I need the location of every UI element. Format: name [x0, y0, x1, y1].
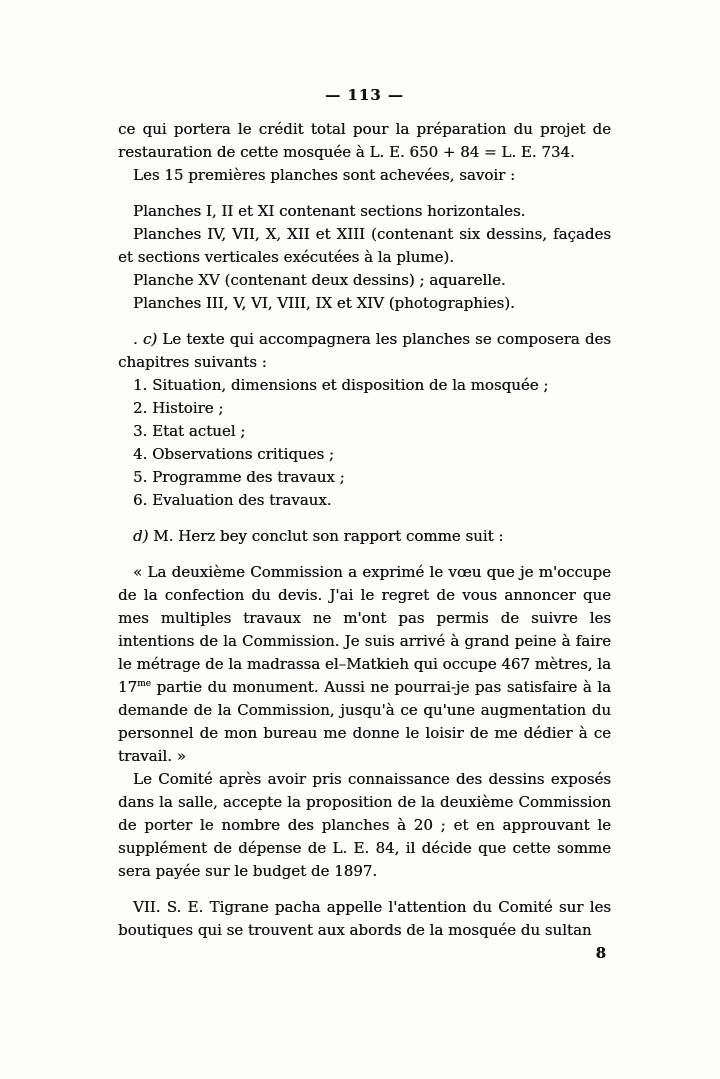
quote-superscript: me: [137, 679, 151, 689]
planches-item-3: Planche XV (contenant deux dessins) ; aquarelle.: [133, 271, 506, 289]
planches-item-1: Planches I, II et XI contenant sections horizontales.: [133, 202, 526, 220]
quote-part2: partie du monument. Aussi ne pourrai-je pas satisfaire à la demande de la Commission, jusqu'à ce qu'une augmentation du personnel de mon bureau me donne le loisir de me dédier à ce travail. »: [118, 678, 611, 765]
signature-mark: 8: [595, 944, 606, 962]
spacer: [118, 548, 611, 561]
paragraph-section-d: [118, 525, 611, 548]
spacer: [118, 315, 611, 328]
chapitre-item-3: 3. Etat actuel ;: [133, 422, 246, 440]
paragraph-comite-decision: Le Comité après avoir pris connaissance des dessins exposés dans la salle, accepte la proposition de la deuxième Commission de porter le nombre des planches à 20 ; et en approuvant le supplément de dépense de L. E. 84, il décide que cette somme sera payée sur le budget de 1897.: [118, 770, 611, 880]
section-c-label: . c): [133, 330, 158, 348]
chapitre-item-4: 4. Observations critiques ;: [133, 445, 334, 463]
section-d-text: M. Herz bey conclut son rapport comme suit :: [148, 527, 504, 545]
text-block: [118, 84, 611, 965]
chapitre-item-2: 2. Histoire ;: [133, 399, 224, 417]
chapitre-item-1: 1. Situation, dimensions et disposition de la mosquée ;: [133, 376, 549, 394]
spacer: [118, 187, 611, 200]
planches-item-2: Planches IV, VII, X, XII et XIII (contenant six dessins, façades et sections verticales exécutées à la plume).: [118, 225, 611, 266]
chapitre-item-6: 6. Evaluation des travaux.: [133, 491, 332, 509]
paragraph-section-c: [118, 328, 611, 374]
planches-item-4: Planches III, V, VI, VIII, IX et XIV (photographies).: [133, 294, 515, 312]
paragraph-planches-intro: Les 15 premières planches sont achevées, savoir :: [133, 166, 516, 184]
section-d-label: d): [133, 527, 149, 545]
spacer: [118, 883, 611, 896]
paragraph-herz-quote: [118, 561, 611, 768]
paragraph-credit-total: ce qui portera le crédit total pour la préparation du projet de restauration de cette mosquée à L. E. 650 + 84 = L. E. 734.: [118, 120, 611, 161]
page-number: — 113 —: [325, 86, 404, 104]
quote-part1: « La deuxième Commission a exprimé le vœu que je m'occupe de la confection du devis. J'ai le regret de vous annoncer que mes multiples travaux ne m'ont pas permis de suivre les intentions de la Commission. Je suis arrivé à grand peine à faire le métrage de la madrassa el–Matkieh qui occupe 467 mètres, la 17: [118, 563, 611, 696]
paragraph-tigrane: VII. S. E. Tigrane pacha appelle l'attention du Comité sur les boutiques qui se trouvent aux abords de la mosquée du sultan: [118, 898, 611, 939]
section-c-text: Le texte qui accompagnera les planches se composera des chapitres suivants :: [118, 330, 611, 371]
chapitre-item-5: 5. Programme des travaux ;: [133, 468, 345, 486]
spacer: [118, 512, 611, 525]
